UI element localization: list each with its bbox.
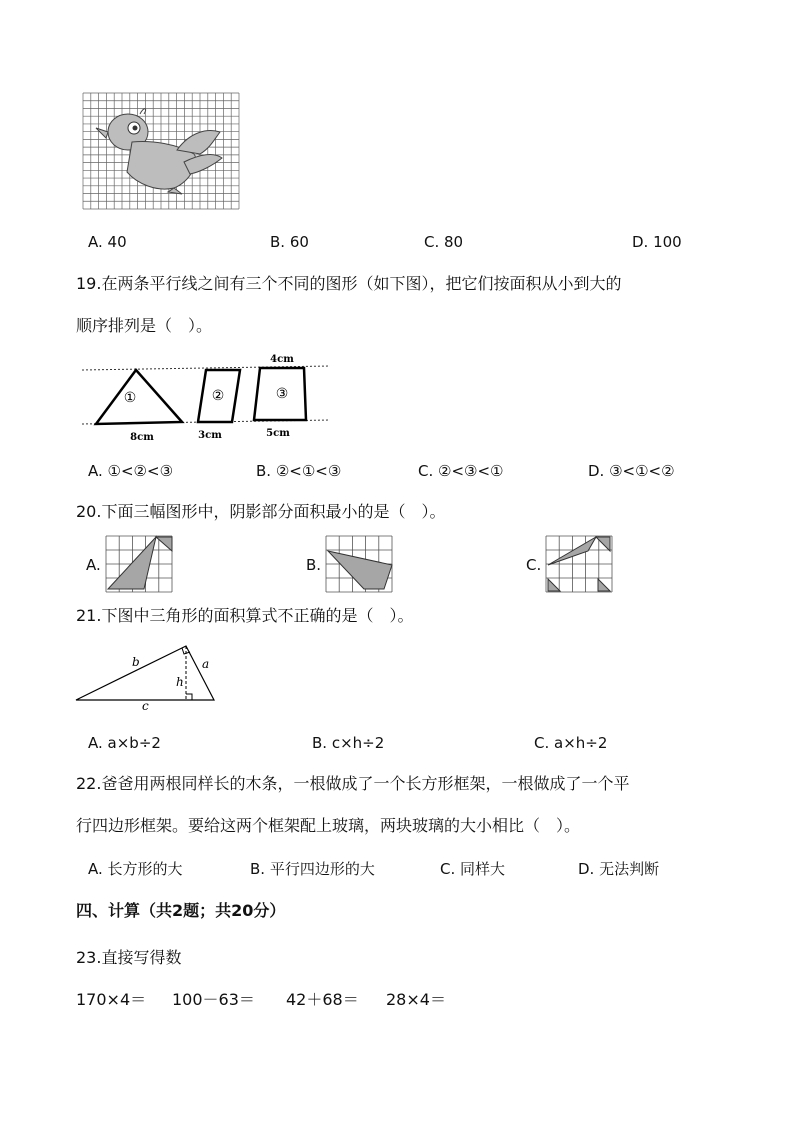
label-c: c bbox=[142, 699, 149, 712]
label-h: h bbox=[176, 675, 184, 689]
q21-option-c[interactable]: C. a×h÷2 bbox=[534, 734, 608, 752]
q23-expr-4: 28×4＝ bbox=[386, 990, 446, 1009]
q22-text-line1: 22.爸爸用两根同样长的木条，一根做成了一个长方形框架，一根做成了一个平 bbox=[76, 774, 630, 793]
q21-option-a[interactable]: A. a×b÷2 bbox=[88, 734, 161, 752]
label-top: 4cm bbox=[270, 354, 294, 365]
q18-option-a[interactable]: A. 40 bbox=[88, 233, 127, 251]
q22-option-a[interactable]: A. 长方形的大 bbox=[88, 860, 183, 878]
q23-expr-1: 170×4＝ bbox=[76, 990, 147, 1009]
shape-num-1: ① bbox=[123, 390, 137, 406]
q22-text-line2: 行四边形框架。要给这两个框架配上玻璃，两块玻璃的大小相比（ ）。 bbox=[76, 816, 581, 835]
q20-figure-a bbox=[104, 535, 174, 593]
q22-option-d[interactable]: D. 无法判断 bbox=[578, 860, 660, 878]
label-a: a bbox=[202, 657, 210, 671]
bird-grid-figure bbox=[82, 92, 240, 210]
q20-figure-c bbox=[544, 535, 614, 593]
q18-option-b[interactable]: B. 60 bbox=[270, 233, 309, 251]
q18-option-d[interactable]: D. 100 bbox=[632, 233, 682, 251]
label-b: b bbox=[132, 655, 140, 669]
q23-expr-3: 42＋68＝ bbox=[286, 990, 359, 1009]
q19-option-c[interactable]: C. ②<③<① bbox=[418, 462, 504, 480]
q19-option-a[interactable]: A. ①<②<③ bbox=[88, 462, 174, 480]
section-title: 四、计算（共2题；共20分） bbox=[76, 901, 286, 920]
q21-option-b[interactable]: B. c×h÷2 bbox=[312, 734, 385, 752]
parallel-shapes-figure bbox=[82, 352, 332, 444]
bird-drawing bbox=[96, 114, 222, 194]
q23-question: 23.直接写得数 bbox=[76, 948, 182, 967]
q19-option-b[interactable]: B. ②<①<③ bbox=[256, 462, 342, 480]
q19-option-d[interactable]: D. ③<①<② bbox=[588, 462, 675, 480]
q20-figure-b bbox=[324, 535, 394, 593]
label-tri: 8cm bbox=[130, 432, 154, 443]
q20-label-b[interactable]: B. bbox=[306, 556, 322, 574]
shape-num-2: ② bbox=[211, 388, 225, 404]
q20-label-c[interactable]: C. bbox=[526, 556, 542, 574]
q23-expr-2: 100－63＝ bbox=[172, 990, 255, 1009]
q19-text-line1: 19.在两条平行线之间有三个不同的图形（如下图），把它们按面积从小到大的 bbox=[76, 274, 622, 293]
q22-option-c[interactable]: C. 同样大 bbox=[440, 860, 506, 878]
q19-text-line2: 顺序排列是（ ）。 bbox=[76, 316, 213, 335]
q22-option-b[interactable]: B. 平行四边形的大 bbox=[250, 860, 375, 878]
shape-num-3: ③ bbox=[275, 386, 289, 402]
triangle-shape bbox=[96, 370, 182, 424]
q18-option-c[interactable]: C. 80 bbox=[424, 233, 464, 251]
q20-question: 20.下面三幅图形中，阴影部分面积最小的是（ ）。 bbox=[76, 502, 446, 521]
label-trap: 5cm bbox=[266, 428, 290, 439]
label-par: 3cm bbox=[198, 430, 222, 441]
q21-triangle-figure bbox=[74, 642, 224, 712]
q21-question: 21.下图中三角形的面积算式不正确的是（ ）。 bbox=[76, 606, 414, 625]
q20-label-a[interactable]: A. bbox=[86, 556, 101, 574]
